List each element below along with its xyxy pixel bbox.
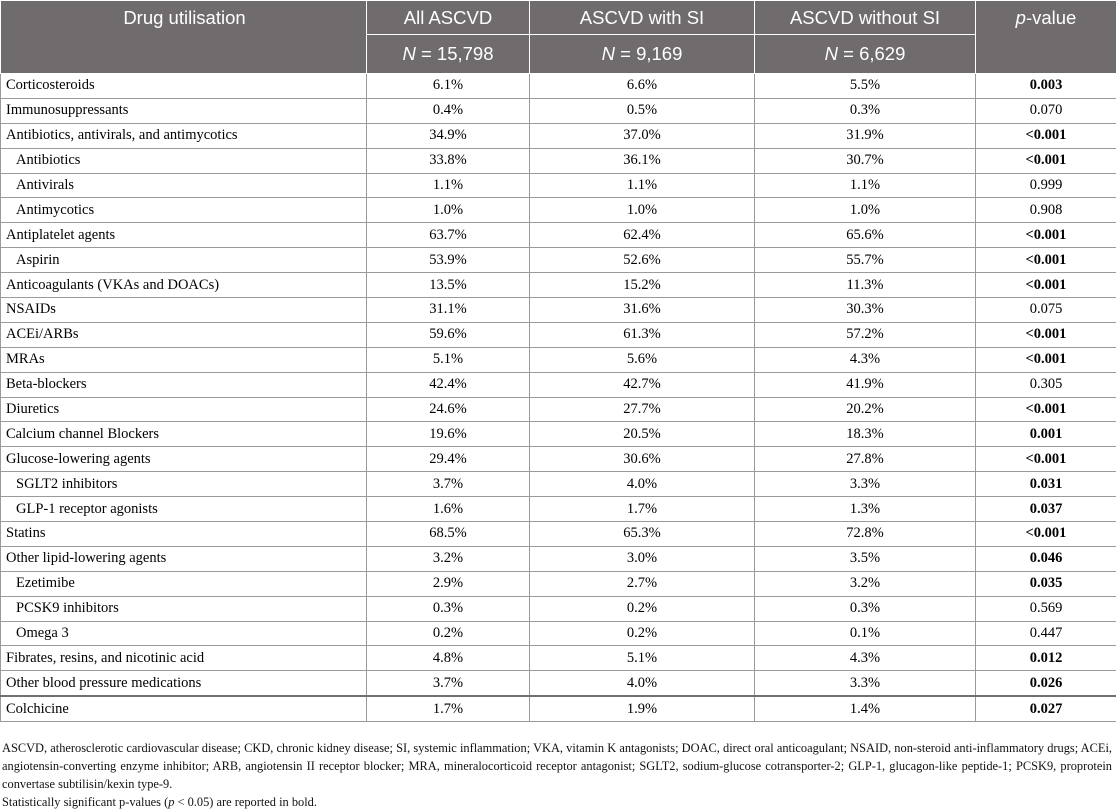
header-p-value xyxy=(976,1,1116,74)
table-row xyxy=(1,546,1116,571)
drug-name-cell: Antibiotics, antivirals, and antimycotics xyxy=(1,123,367,148)
p-value-cell: 0.070 xyxy=(976,98,1116,123)
all-ascvd-cell: 3.7% xyxy=(367,671,530,696)
n-symbol: N xyxy=(402,43,416,64)
abbreviations-note: ASCVD, atherosclerotic cardiovascular disease; CKD, chronic kidney disease; SI, systemic inflammation; VKA, vitamin K antagonists; DOAC, direct oral anticoagulant; NSAID, non-steroid anti-inflammatory drugs; ACEi, angiotensin-converting enzyme inhibitor; ARB, angiotensin II receptor blocker; MRA, mineralocorticoid receptor antagonist; SGLT2, sodium-glucose cotransporter-2; GLP-1, glucagon-like peptide-1; PCSK9, proprotein convertase subtilisin/kexin type-9. xyxy=(2,741,1112,791)
n-symbol: N xyxy=(601,43,615,64)
all-ascvd-cell: 13.5% xyxy=(367,273,530,298)
drug-name-cell: PCSK9 inhibitors xyxy=(1,596,367,621)
p-value-cell: <0.001 xyxy=(976,322,1116,347)
ascvd-without-si-cell: 1.1% xyxy=(755,173,976,198)
p-value-cell: 0.305 xyxy=(976,372,1116,397)
ascvd-with-si-cell: 0.2% xyxy=(530,621,755,646)
ascvd-without-si-cell: 41.9% xyxy=(755,372,976,397)
ascvd-without-si-cell: 20.2% xyxy=(755,397,976,422)
drug-name-cell: Calcium channel Blockers xyxy=(1,422,367,447)
table-row xyxy=(1,198,1116,223)
header-ascvd-without-si: ASCVD without SI xyxy=(755,1,976,35)
significance-prefix: Statistically significant p-values ( xyxy=(2,795,169,809)
drug-name-cell: Other blood pressure medications xyxy=(1,671,367,696)
all-ascvd-cell: 3.2% xyxy=(367,546,530,571)
p-italic: p xyxy=(1015,7,1026,28)
drug-name-cell: Beta-blockers xyxy=(1,372,367,397)
all-ascvd-cell: 33.8% xyxy=(367,148,530,173)
drug-name-cell: Anticoagulants (VKAs and DOACs) xyxy=(1,273,367,298)
all-ascvd-cell: 0.4% xyxy=(367,98,530,123)
p-value-cell: <0.001 xyxy=(976,273,1116,298)
ascvd-without-si-cell: 1.0% xyxy=(755,198,976,223)
all-ascvd-cell: 1.7% xyxy=(367,696,530,721)
p-value-cell: 0.012 xyxy=(976,646,1116,671)
p-value-cell: <0.001 xyxy=(976,397,1116,422)
header-all-ascvd: All ASCVD xyxy=(367,1,530,35)
ascvd-without-si-cell: 1.4% xyxy=(755,696,976,721)
p-value-cell: 0.001 xyxy=(976,422,1116,447)
all-ascvd-cell: 1.0% xyxy=(367,198,530,223)
p-value-suffix: -value xyxy=(1025,7,1077,28)
p-value-cell: <0.001 xyxy=(976,148,1116,173)
p-value-cell: 0.999 xyxy=(976,173,1116,198)
ascvd-with-si-cell: 4.0% xyxy=(530,671,755,696)
drug-name-cell: Colchicine xyxy=(1,696,367,721)
all-ascvd-cell: 31.1% xyxy=(367,298,530,323)
table-header xyxy=(1,1,1116,74)
ascvd-without-si-cell: 1.3% xyxy=(755,497,976,522)
table-row xyxy=(1,497,1116,522)
table-row xyxy=(1,696,1116,721)
all-ascvd-cell: 63.7% xyxy=(367,223,530,248)
drug-name-cell: Glucose-lowering agents xyxy=(1,447,367,472)
ascvd-without-si-cell: 65.6% xyxy=(755,223,976,248)
n-ascvd-without-si xyxy=(755,35,976,74)
table-row xyxy=(1,447,1116,472)
all-ascvd-cell: 24.6% xyxy=(367,397,530,422)
drug-name-cell: Antiplatelet agents xyxy=(1,223,367,248)
p-value-cell: 0.003 xyxy=(976,74,1116,99)
table-row xyxy=(1,74,1116,99)
table-row xyxy=(1,621,1116,646)
all-ascvd-cell: 6.1% xyxy=(367,74,530,99)
ascvd-without-si-cell: 5.5% xyxy=(755,74,976,99)
n-value: = 15,798 xyxy=(415,43,494,64)
p-value-cell: 0.075 xyxy=(976,298,1116,323)
ascvd-with-si-cell: 1.7% xyxy=(530,497,755,522)
p-value-cell: 0.031 xyxy=(976,472,1116,497)
all-ascvd-cell: 42.4% xyxy=(367,372,530,397)
table-row xyxy=(1,322,1116,347)
ascvd-without-si-cell: 3.5% xyxy=(755,546,976,571)
table-row xyxy=(1,173,1116,198)
p-value-cell: 0.035 xyxy=(976,571,1116,596)
table-row xyxy=(1,472,1116,497)
table-row xyxy=(1,397,1116,422)
table-row xyxy=(1,522,1116,547)
p-value-cell: <0.001 xyxy=(976,447,1116,472)
table-row xyxy=(1,248,1116,273)
table-row xyxy=(1,273,1116,298)
p-value-cell: 0.447 xyxy=(976,621,1116,646)
ascvd-with-si-cell: 1.1% xyxy=(530,173,755,198)
all-ascvd-cell: 4.8% xyxy=(367,646,530,671)
n-symbol: N xyxy=(824,43,838,64)
significance-p: p xyxy=(168,795,175,809)
p-value-cell: 0.046 xyxy=(976,546,1116,571)
ascvd-without-si-cell: 0.3% xyxy=(755,596,976,621)
drug-name-cell: Antimycotics xyxy=(1,198,367,223)
ascvd-without-si-cell: 30.7% xyxy=(755,148,976,173)
ascvd-without-si-cell: 30.3% xyxy=(755,298,976,323)
table-row xyxy=(1,298,1116,323)
table-row xyxy=(1,98,1116,123)
drug-name-cell: NSAIDs xyxy=(1,298,367,323)
table-row xyxy=(1,646,1116,671)
ascvd-with-si-cell: 4.0% xyxy=(530,472,755,497)
table-row xyxy=(1,123,1116,148)
p-value-cell: <0.001 xyxy=(976,522,1116,547)
ascvd-with-si-cell: 31.6% xyxy=(530,298,755,323)
table-row xyxy=(1,596,1116,621)
drug-name-cell: ACEi/ARBs xyxy=(1,322,367,347)
table-row xyxy=(1,372,1116,397)
ascvd-without-si-cell: 3.2% xyxy=(755,571,976,596)
significance-note xyxy=(2,793,1112,811)
ascvd-without-si-cell: 4.3% xyxy=(755,347,976,372)
all-ascvd-cell: 3.7% xyxy=(367,472,530,497)
ascvd-with-si-cell: 1.9% xyxy=(530,696,755,721)
all-ascvd-cell: 1.1% xyxy=(367,173,530,198)
ascvd-with-si-cell: 65.3% xyxy=(530,522,755,547)
drug-name-cell: Diuretics xyxy=(1,397,367,422)
table-footnotes xyxy=(2,739,1112,811)
all-ascvd-cell: 59.6% xyxy=(367,322,530,347)
all-ascvd-cell: 0.3% xyxy=(367,596,530,621)
all-ascvd-cell: 2.9% xyxy=(367,571,530,596)
ascvd-with-si-cell: 20.5% xyxy=(530,422,755,447)
table-row xyxy=(1,347,1116,372)
ascvd-without-si-cell: 11.3% xyxy=(755,273,976,298)
ascvd-with-si-cell: 3.0% xyxy=(530,546,755,571)
all-ascvd-cell: 5.1% xyxy=(367,347,530,372)
all-ascvd-cell: 0.2% xyxy=(367,621,530,646)
p-value-cell: <0.001 xyxy=(976,248,1116,273)
ascvd-without-si-cell: 72.8% xyxy=(755,522,976,547)
drug-name-cell: GLP-1 receptor agonists xyxy=(1,497,367,522)
drug-name-cell: Immunosuppressants xyxy=(1,98,367,123)
n-all-ascvd xyxy=(367,35,530,74)
table-row xyxy=(1,422,1116,447)
ascvd-with-si-cell: 15.2% xyxy=(530,273,755,298)
all-ascvd-cell: 29.4% xyxy=(367,447,530,472)
p-value-cell: 0.569 xyxy=(976,596,1116,621)
ascvd-without-si-cell: 57.2% xyxy=(755,322,976,347)
p-value-cell: 0.037 xyxy=(976,497,1116,522)
p-value-cell: 0.027 xyxy=(976,696,1116,721)
ascvd-without-si-cell: 31.9% xyxy=(755,123,976,148)
all-ascvd-cell: 19.6% xyxy=(367,422,530,447)
drug-name-cell: Antibiotics xyxy=(1,148,367,173)
ascvd-with-si-cell: 5.1% xyxy=(530,646,755,671)
drug-name-cell: Corticosteroids xyxy=(1,74,367,99)
n-value: = 6,629 xyxy=(837,43,906,64)
ascvd-without-si-cell: 55.7% xyxy=(755,248,976,273)
drug-name-cell: Ezetimibe xyxy=(1,571,367,596)
n-value: = 9,169 xyxy=(614,43,683,64)
drug-name-cell: SGLT2 inhibitors xyxy=(1,472,367,497)
ascvd-with-si-cell: 27.7% xyxy=(530,397,755,422)
drug-name-cell: MRAs xyxy=(1,347,367,372)
all-ascvd-cell: 53.9% xyxy=(367,248,530,273)
ascvd-with-si-cell: 62.4% xyxy=(530,223,755,248)
drug-name-cell: Omega 3 xyxy=(1,621,367,646)
ascvd-with-si-cell: 6.6% xyxy=(530,74,755,99)
table-row xyxy=(1,148,1116,173)
all-ascvd-cell: 1.6% xyxy=(367,497,530,522)
ascvd-with-si-cell: 1.0% xyxy=(530,198,755,223)
ascvd-with-si-cell: 0.2% xyxy=(530,596,755,621)
ascvd-with-si-cell: 0.5% xyxy=(530,98,755,123)
header-row xyxy=(1,1,1116,35)
p-value-cell: <0.001 xyxy=(976,223,1116,248)
ascvd-with-si-cell: 37.0% xyxy=(530,123,755,148)
drug-name-cell: Fibrates, resins, and nicotinic acid xyxy=(1,646,367,671)
ascvd-without-si-cell: 27.8% xyxy=(755,447,976,472)
all-ascvd-cell: 68.5% xyxy=(367,522,530,547)
drug-name-cell: Statins xyxy=(1,522,367,547)
p-value-cell: 0.026 xyxy=(976,671,1116,696)
table-row xyxy=(1,223,1116,248)
header-ascvd-with-si: ASCVD with SI xyxy=(530,1,755,35)
p-value-cell: <0.001 xyxy=(976,123,1116,148)
ascvd-without-si-cell: 18.3% xyxy=(755,422,976,447)
table-body xyxy=(1,74,1116,722)
ascvd-without-si-cell: 3.3% xyxy=(755,671,976,696)
ascvd-with-si-cell: 5.6% xyxy=(530,347,755,372)
ascvd-with-si-cell: 2.7% xyxy=(530,571,755,596)
ascvd-with-si-cell: 36.1% xyxy=(530,148,755,173)
header-drug-utilisation: Drug utilisation xyxy=(1,1,367,74)
ascvd-without-si-cell: 4.3% xyxy=(755,646,976,671)
ascvd-with-si-cell: 42.7% xyxy=(530,372,755,397)
ascvd-with-si-cell: 61.3% xyxy=(530,322,755,347)
ascvd-without-si-cell: 0.1% xyxy=(755,621,976,646)
drug-name-cell: Other lipid-lowering agents xyxy=(1,546,367,571)
p-value-cell: 0.908 xyxy=(976,198,1116,223)
significance-suffix: < 0.05) are reported in bold. xyxy=(174,795,317,809)
ascvd-with-si-cell: 52.6% xyxy=(530,248,755,273)
drug-name-cell: Aspirin xyxy=(1,248,367,273)
table-row xyxy=(1,671,1116,696)
n-ascvd-with-si xyxy=(530,35,755,74)
all-ascvd-cell: 34.9% xyxy=(367,123,530,148)
p-value-cell: <0.001 xyxy=(976,347,1116,372)
table-row xyxy=(1,571,1116,596)
drug-name-cell: Antivirals xyxy=(1,173,367,198)
ascvd-with-si-cell: 30.6% xyxy=(530,447,755,472)
ascvd-without-si-cell: 0.3% xyxy=(755,98,976,123)
ascvd-without-si-cell: 3.3% xyxy=(755,472,976,497)
